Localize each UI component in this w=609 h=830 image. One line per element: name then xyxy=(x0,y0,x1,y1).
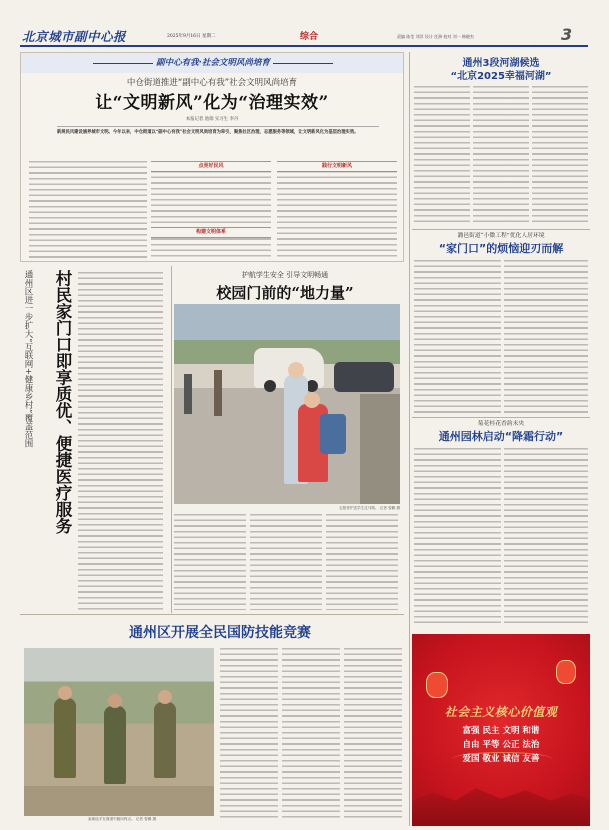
defense-contest-photo xyxy=(24,648,214,816)
main-banner: 副中心有我·社会文明风尚培育 xyxy=(156,58,270,68)
banner-right-line xyxy=(273,63,333,64)
section-name: 综合 xyxy=(300,32,319,42)
garden-col-2 xyxy=(504,448,588,626)
rivers-headline-2: “北京2025幸福河湖” xyxy=(450,71,552,82)
main-lead-text: 新规民风建设涵养城市文明。今年以来，中仓街道以“副中心有我”社会文明风尚培育为牵引，聚焦社区治理、志愿服务等领域，让文明新风化为基层治理实效。 xyxy=(57,130,359,135)
photo-col-1 xyxy=(174,514,246,610)
values-row-3: 爱国 敬业 诚信 友善 xyxy=(462,754,540,764)
bottom-top-rule xyxy=(20,614,404,615)
right-story-3 xyxy=(412,418,590,628)
values-row-2: 自由 平等 公正 法治 xyxy=(462,740,540,750)
school-gate-photo xyxy=(174,304,400,504)
photo-col-2 xyxy=(250,514,322,610)
main-col-1 xyxy=(29,161,147,259)
photo-story xyxy=(170,268,405,612)
bottom-col-2 xyxy=(282,648,340,820)
left-headline: 村民家门口即享质优、便捷医疗服务 xyxy=(53,270,72,534)
subhead-3-text: 构建文明体系 xyxy=(195,229,226,235)
bottom-headline: 通州区开展全民国防技能竞赛 xyxy=(129,625,311,641)
right-story-1 xyxy=(412,52,590,228)
photo-headline: 校园门前的“地力量” xyxy=(216,284,354,302)
issue-date: 2025年9月16日 星期二 xyxy=(167,34,216,39)
main-kicker: 中仓街道推进“副中心有我”社会文明风尚培育 xyxy=(126,78,298,88)
rivers-headline-1: 通州3段河湖候选 xyxy=(462,58,540,69)
masthead xyxy=(0,0,609,52)
rivers-col-2 xyxy=(473,86,529,226)
main-lead xyxy=(57,126,379,154)
left-body xyxy=(78,272,163,610)
lantern-right-icon xyxy=(556,660,576,684)
paper-name: 北京城市副中心报 xyxy=(22,29,127,44)
left-deck: 通州区进一步扩大“互联网+健康乡村”覆盖范围 xyxy=(23,270,33,448)
right-column-divider xyxy=(409,52,410,826)
page-number: 3 xyxy=(561,25,573,44)
subhead-3 xyxy=(151,227,271,238)
masthead-rule xyxy=(20,45,588,47)
core-values-panel xyxy=(412,634,590,826)
rooftop-silhouette xyxy=(412,784,590,826)
rivers-col-1 xyxy=(414,86,470,226)
lvyi-kicker: 潞邑街道“小微工程”优化人居环境 xyxy=(457,233,545,239)
main-byline: 本报记者 池瑞 实习生 李丹 xyxy=(185,117,239,122)
editor-credits: 责编 陈莹 刘洋 设计 任洲 校对 刘一 韩晓杰 xyxy=(397,34,474,39)
bottom-col-1 xyxy=(220,648,278,820)
main-headline: 让“文明新风”化为“治理实效” xyxy=(95,93,329,113)
photo-kicker: 护航学生安全 引导文明畅通 xyxy=(241,271,329,279)
lantern-left-icon xyxy=(426,672,448,698)
garden-col-1 xyxy=(414,448,501,626)
values-title: 社会主义核心价值观 xyxy=(444,705,558,719)
bottom-col-3 xyxy=(344,648,402,820)
main-story xyxy=(20,52,404,262)
photo-col-3 xyxy=(326,514,398,610)
garden-headline: 通州园林启动“降霜行动” xyxy=(438,430,564,443)
rivers-col-3 xyxy=(532,86,588,226)
subhead-1-text: 点亮好民风 xyxy=(198,163,224,169)
bottom-caption: 参赛选手在赛道中跑向终点。 记者 曾鹏 摄 xyxy=(87,817,157,821)
main-col-3 xyxy=(277,171,397,259)
photo-caption: 志愿者护送学生过马路。 记者 曾鹏 摄 xyxy=(339,506,400,510)
left-story xyxy=(20,266,165,613)
main-col-2 xyxy=(151,171,271,259)
lvyi-col-2 xyxy=(504,260,588,414)
right-story-2 xyxy=(412,230,590,416)
values-row-1: 富强 民主 文明 和谐 xyxy=(462,726,540,736)
lvyi-col-1 xyxy=(414,260,501,414)
bottom-story xyxy=(20,618,405,826)
lvyi-headline: “家门口”的烦恼迎刃而解 xyxy=(438,242,564,255)
garden-kicker: 菊花桂花香韵未央 xyxy=(477,421,525,427)
subhead-2-text: 践行文明新风 xyxy=(321,163,352,169)
